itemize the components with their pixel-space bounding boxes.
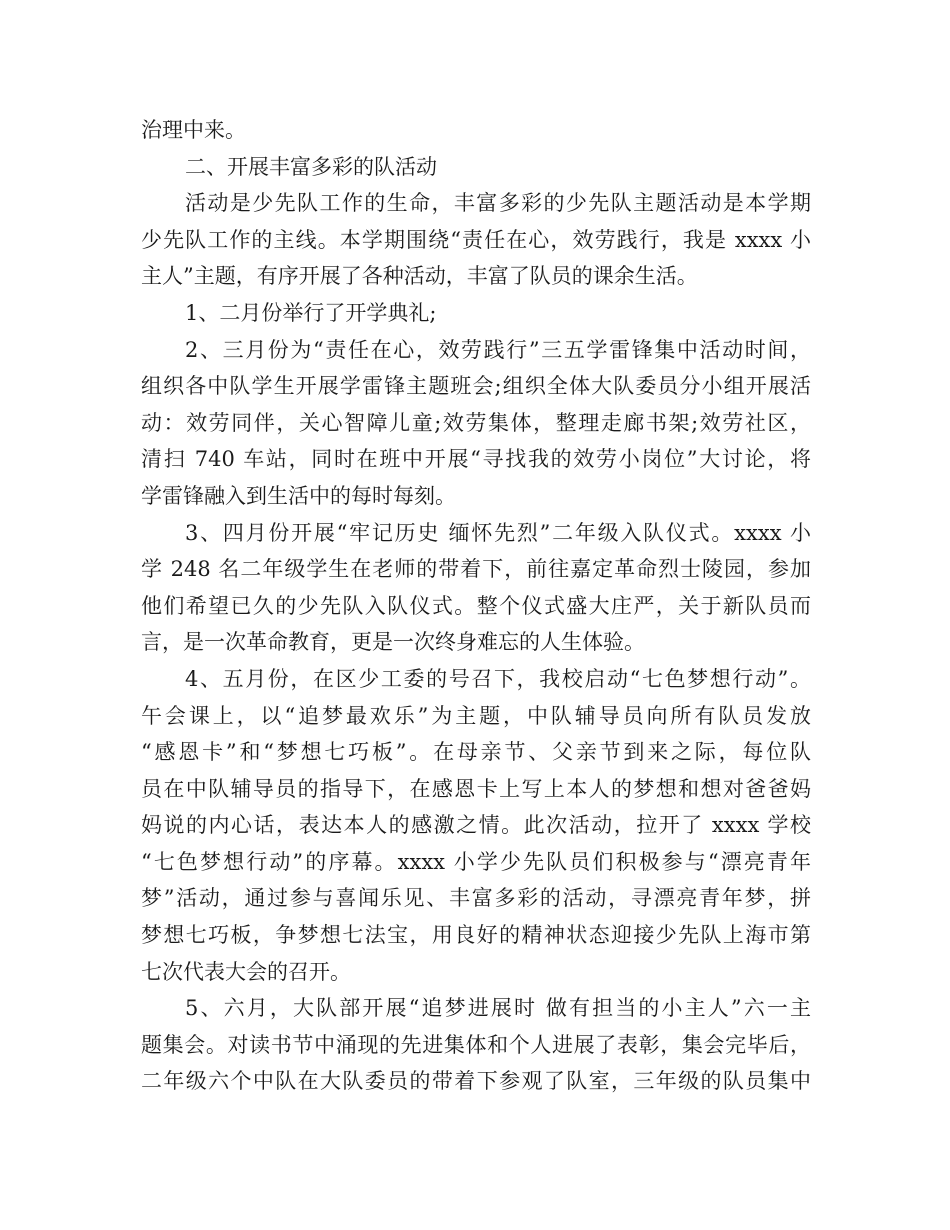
text-line: 3、四月份开展“牢记历史 缅怀先烈”二年级入队仪式。xxxx 小 [185, 520, 811, 545]
text-line: 言，是一次革命教育，更是一次终身难忘的人生体验。 [141, 630, 645, 655]
text-line: 组织各中队学生开展学雷锋主题班会;组织全体大队委员分小组开展活 [141, 374, 811, 399]
text-line: 治理中来。 [141, 118, 246, 142]
text-line: 主人”主题，有序开展了各种活动，丰富了队员的课余生活。 [141, 264, 698, 289]
text-line: 二、开展丰富多彩的队活动 [185, 154, 437, 179]
text-line: 午会课上，以“追梦最欢乐”为主题，中队辅导员向所有队员发放 [141, 703, 811, 728]
text-line: 2、三月份为“责任在心，效劳践行”三五学雷锋集中活动时间， [185, 337, 811, 362]
text-line: 活动是少先队工作的生命，丰富多彩的少先队主题活动是本学期 [185, 191, 811, 216]
text-line: 梦想七巧板，争梦想七法宝，用良好的精神状态迎接少先队上海市第 [141, 923, 811, 948]
text-line: 妈说的内心话，表达本人的感激之情。此次活动，拉开了 xxxx 学校 [141, 813, 811, 838]
text-line: 他们希望已久的少先队入队仪式。整个仪式盛大庄严，关于新队员而 [141, 593, 811, 618]
text-line: 5、六月，大队部开展“追梦进展时 做有担当的小主人”六一主 [185, 996, 811, 1021]
text-line: 七次代表大会的召开。 [141, 959, 351, 984]
text-line: 梦”活动，通过参与喜闻乐见、丰富多彩的活动，寻漂亮青年梦，拼 [141, 886, 811, 911]
text-line: 清扫 740 车站，同时在班中开展“寻找我的效劳小岗位”大讨论，将 [141, 447, 811, 472]
text-line: 学 248 名二年级学生在老师的带着下，前往嘉定革命烈士陵园，参加 [141, 557, 811, 582]
text-line: 学雷锋融入到生活中的每时每刻。 [141, 483, 456, 508]
text-line: 4、五月份，在区少工委的号召下，我校启动“七色梦想行动”。 [185, 666, 811, 691]
text-line: 1、二月份举行了开学典礼; [185, 300, 437, 325]
text-line: “七色梦想行动”的序幕。xxxx 小学少先队员们积极参与“漂亮青年 [141, 849, 811, 874]
text-line: 动：效劳同伴，关心智障儿童;效劳集体，整理走廊书架;效劳社区， [141, 410, 811, 435]
text-line: 员在中队辅导员的指导下，在感恩卡上写上本人的梦想和想对爸爸妈 [141, 776, 811, 801]
text-line: 少先队工作的主线。本学期围绕“责任在心，效劳践行，我是 xxxx 小 [141, 227, 811, 252]
text-line: “感恩卡”和“梦想七巧板”。在母亲节、父亲节到来之际，每位队 [141, 740, 811, 765]
text-line: 题集会。对读书节中涌现的先进集体和个人进展了表彰，集会完毕后， [141, 1032, 811, 1057]
document-body [141, 112, 811, 1100]
text-line: 二年级六个中队在大队委员的带着下参观了队室，三年级的队员集中 [141, 1069, 811, 1094]
